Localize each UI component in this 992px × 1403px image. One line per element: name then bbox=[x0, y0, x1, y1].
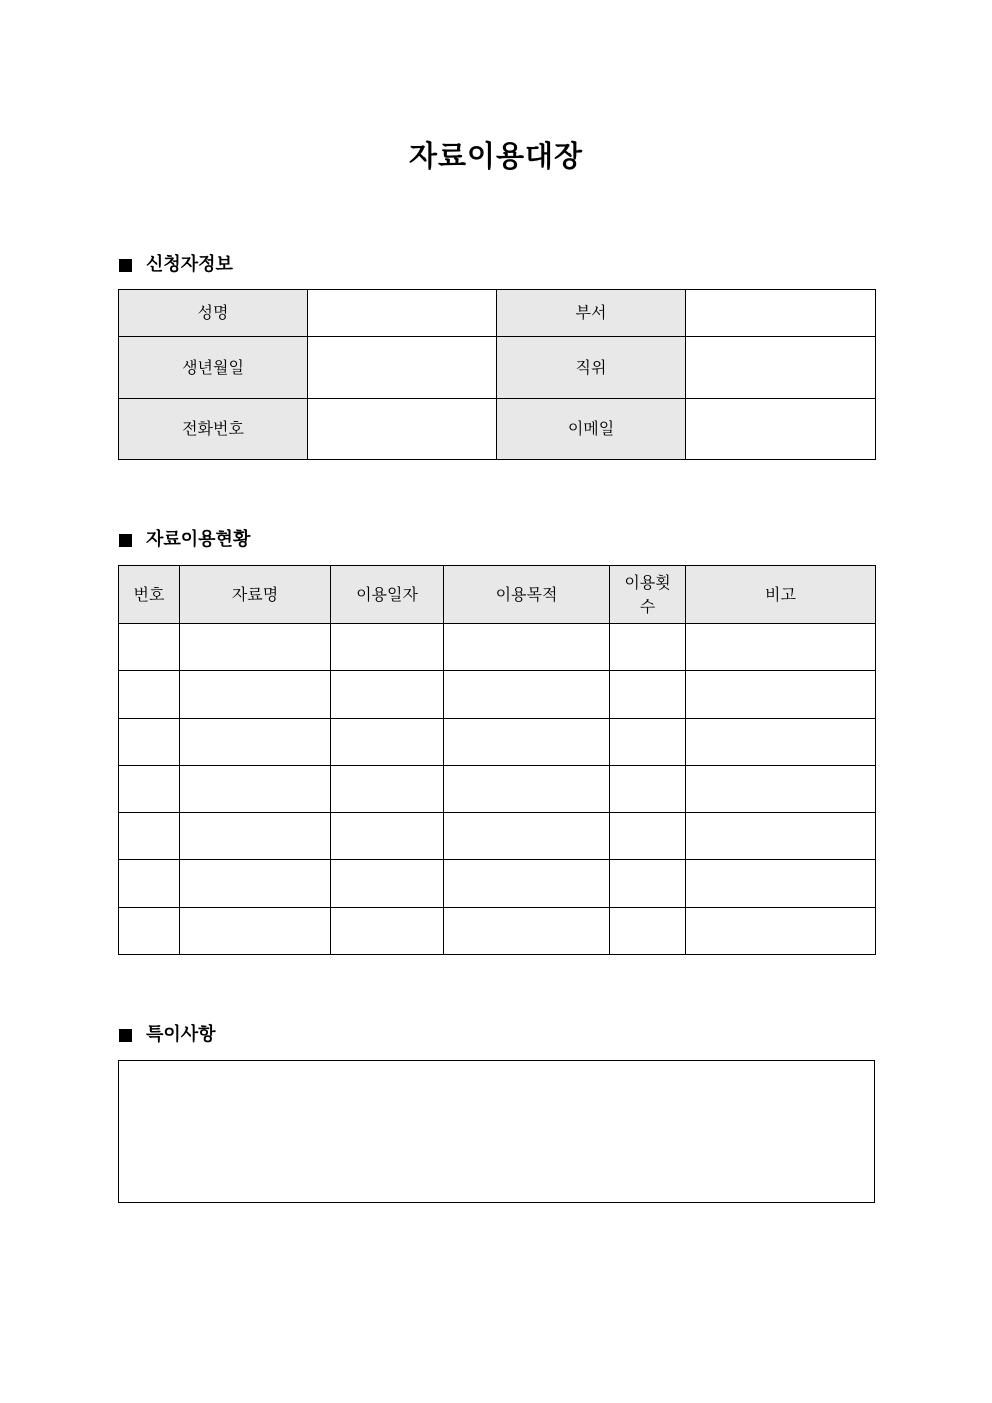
cell-material[interactable] bbox=[180, 719, 331, 766]
position-label: 직위 bbox=[497, 337, 686, 399]
cell-purpose[interactable] bbox=[444, 671, 610, 719]
cell-purpose[interactable] bbox=[444, 908, 610, 955]
cell-no[interactable] bbox=[119, 719, 180, 766]
cell-remarks[interactable] bbox=[686, 624, 876, 671]
header-purpose: 이용목적 bbox=[444, 566, 610, 624]
cell-remarks[interactable] bbox=[686, 860, 876, 908]
header-no: 번호 bbox=[119, 566, 180, 624]
header-count bbox=[610, 566, 686, 624]
cell-count[interactable] bbox=[610, 813, 686, 860]
cell-no[interactable] bbox=[119, 813, 180, 860]
cell-material[interactable] bbox=[180, 624, 331, 671]
applicant-info-table bbox=[118, 289, 876, 460]
cell-no[interactable] bbox=[119, 671, 180, 719]
square-bullet-icon bbox=[119, 259, 132, 272]
cell-no[interactable] bbox=[119, 766, 180, 813]
table-row bbox=[119, 337, 876, 399]
cell-material[interactable] bbox=[180, 671, 331, 719]
table-row bbox=[119, 624, 876, 671]
cell-purpose[interactable] bbox=[444, 719, 610, 766]
cell-remarks[interactable] bbox=[686, 671, 876, 719]
cell-date[interactable] bbox=[331, 671, 444, 719]
section-heading-applicant-label: 신청자정보 bbox=[146, 254, 233, 275]
cell-purpose[interactable] bbox=[444, 813, 610, 860]
cell-purpose[interactable] bbox=[444, 860, 610, 908]
cell-count[interactable] bbox=[610, 908, 686, 955]
birthdate-field[interactable] bbox=[308, 337, 497, 399]
cell-material[interactable] bbox=[180, 860, 331, 908]
header-remarks: 비고 bbox=[686, 566, 876, 624]
header-count-label: 이용횟수 bbox=[624, 572, 671, 616]
section-heading-notes-label: 특이사항 bbox=[146, 1024, 216, 1045]
header-date: 이용일자 bbox=[331, 566, 444, 624]
cell-count[interactable] bbox=[610, 671, 686, 719]
usage-table bbox=[118, 565, 876, 955]
cell-date[interactable] bbox=[331, 719, 444, 766]
email-label: 이메일 bbox=[497, 399, 686, 460]
cell-no[interactable] bbox=[119, 860, 180, 908]
section-heading-usage bbox=[119, 528, 250, 552]
department-label: 부서 bbox=[497, 290, 686, 337]
cell-no[interactable] bbox=[119, 908, 180, 955]
cell-date[interactable] bbox=[331, 624, 444, 671]
square-bullet-icon bbox=[119, 1029, 132, 1042]
cell-material[interactable] bbox=[180, 766, 331, 813]
table-row bbox=[119, 766, 876, 813]
header-material: 자료명 bbox=[180, 566, 331, 624]
cell-remarks[interactable] bbox=[686, 719, 876, 766]
cell-purpose[interactable] bbox=[444, 624, 610, 671]
cell-date[interactable] bbox=[331, 813, 444, 860]
position-field[interactable] bbox=[686, 337, 876, 399]
department-field[interactable] bbox=[686, 290, 876, 337]
cell-count[interactable] bbox=[610, 860, 686, 908]
table-row bbox=[119, 860, 876, 908]
name-field[interactable] bbox=[308, 290, 497, 337]
table-row bbox=[119, 813, 876, 860]
cell-count[interactable] bbox=[610, 766, 686, 813]
cell-count[interactable] bbox=[610, 624, 686, 671]
cell-no[interactable] bbox=[119, 624, 180, 671]
table-row bbox=[119, 719, 876, 766]
cell-material[interactable] bbox=[180, 813, 331, 860]
table-row bbox=[119, 671, 876, 719]
phone-field[interactable] bbox=[308, 399, 497, 460]
email-field[interactable] bbox=[686, 399, 876, 460]
table-header-row bbox=[119, 566, 876, 624]
section-heading-usage-label: 자료이용현황 bbox=[146, 529, 251, 550]
cell-date[interactable] bbox=[331, 766, 444, 813]
table-row bbox=[119, 399, 876, 460]
phone-label: 전화번호 bbox=[119, 399, 308, 460]
section-heading-notes bbox=[119, 1023, 216, 1047]
cell-remarks[interactable] bbox=[686, 908, 876, 955]
cell-remarks[interactable] bbox=[686, 766, 876, 813]
name-label: 성명 bbox=[119, 290, 308, 337]
table-row bbox=[119, 908, 876, 955]
cell-remarks[interactable] bbox=[686, 813, 876, 860]
notes-field[interactable] bbox=[118, 1060, 875, 1203]
document-title: 자료이용대장 bbox=[408, 139, 584, 173]
cell-date[interactable] bbox=[331, 908, 444, 955]
square-bullet-icon bbox=[119, 534, 132, 547]
cell-count[interactable] bbox=[610, 719, 686, 766]
cell-date[interactable] bbox=[331, 860, 444, 908]
section-heading-applicant bbox=[119, 253, 233, 277]
cell-material[interactable] bbox=[180, 908, 331, 955]
birthdate-label: 생년월일 bbox=[119, 337, 308, 399]
table-row bbox=[119, 290, 876, 337]
cell-purpose[interactable] bbox=[444, 766, 610, 813]
